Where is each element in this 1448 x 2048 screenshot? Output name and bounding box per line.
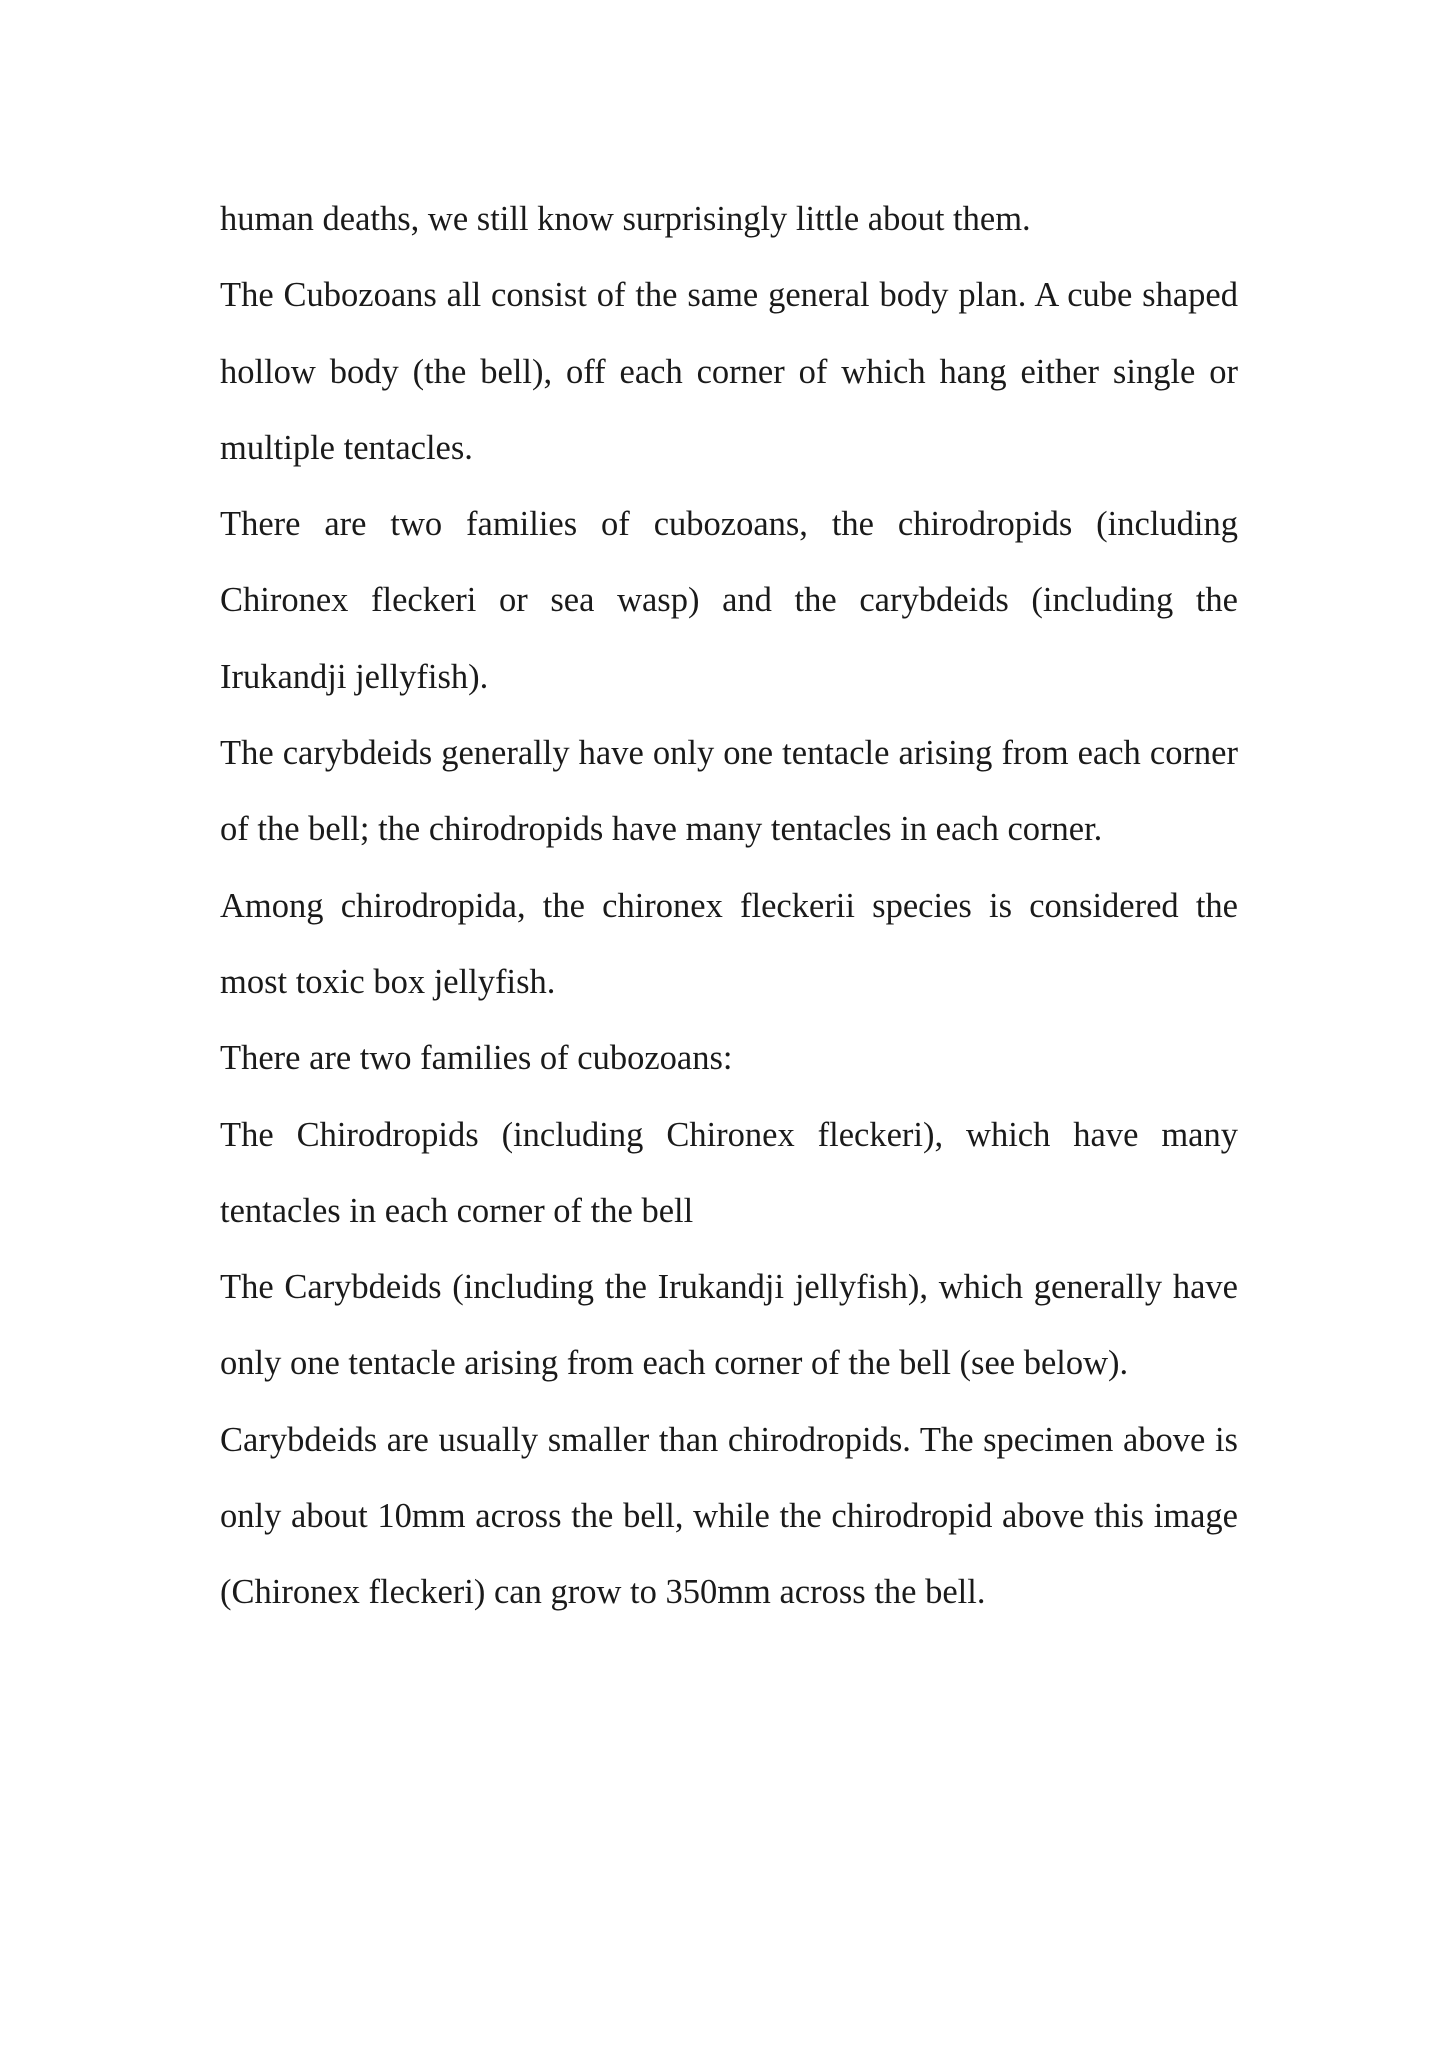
paragraph-4: The carybdeids generally have only one tentacle arising from each corner of the bell; the chirodropids have many tentacles in each corner. (220, 734, 1238, 849)
paragraph-9: Carybdeids are usually smaller than chirodropids. The specimen above is only about 10mm across the bell, while the chirodropid above this image (Chironex fleckeri) can grow to 350mm across the bell. (220, 1420, 1238, 1612)
document-body (220, 181, 1238, 1631)
paragraph-5: Among chirodropida, the chironex fleckerii species is considered the most toxic box jellyfish. (220, 886, 1238, 1001)
paragraph-6: There are two families of cubozoans: (220, 1039, 733, 1078)
paragraph-3: There are two families of cubozoans, the chirodropids (including Chironex fleckeri or sea wasp) and the carybdeids (including the Irukandji jellyfish). (220, 505, 1238, 696)
paragraph-7: The Chirodropids (including Chironex fleckeri), which have many tentacles in each corner of the bell (220, 1115, 1238, 1230)
paragraph-2: The Cubozoans all consist of the same general body plan. A cube shaped hollow body (the bell), off each corner of which hang either single or multiple tentacles. (220, 276, 1238, 467)
paragraph-1: human deaths, we still know surprisingly little about them. (220, 200, 1031, 238)
paragraph-8: The Carybdeids (including the Irukandji jellyfish), which generally have only one tentacle arising from each corner of the bell (see below). (220, 1268, 1238, 1383)
